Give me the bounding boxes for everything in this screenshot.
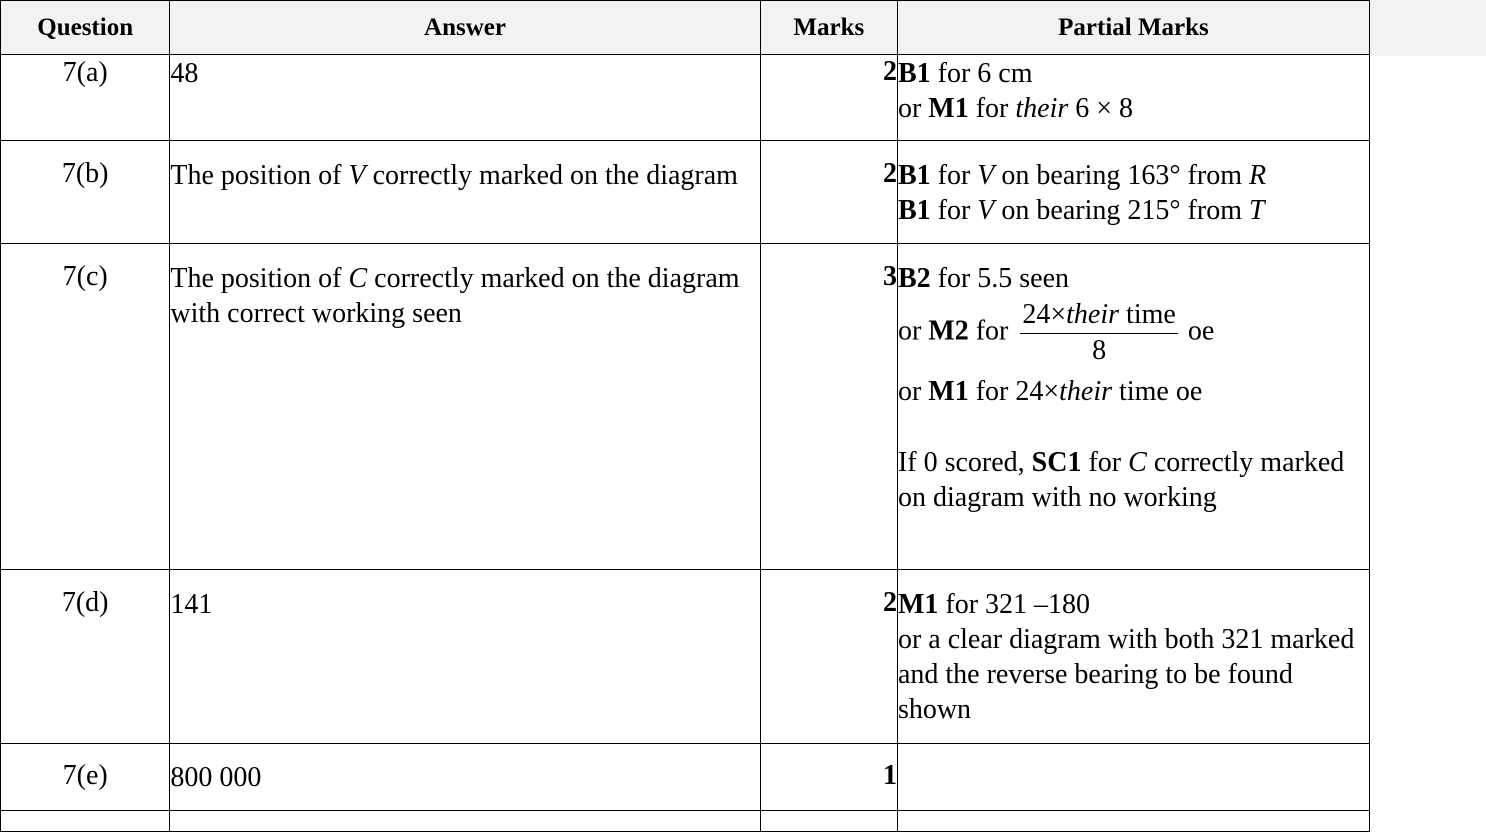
partial-text: time — [1119, 299, 1176, 330]
partial-text: for — [968, 315, 1009, 347]
mark-code: B1 — [897, 58, 931, 89]
table-row — [1, 141, 1370, 244]
question-number: 7(a) — [62, 57, 108, 88]
answer-cell — [170, 570, 760, 744]
partial-line — [898, 445, 1369, 515]
mark-code: B1 — [897, 160, 931, 191]
partial-line — [898, 261, 1369, 296]
mark-code: B1 — [897, 195, 931, 226]
table-row — [1, 811, 1370, 832]
partial-marks-cell — [897, 244, 1369, 570]
table-row — [1, 744, 1370, 811]
partial-italic: their — [1015, 93, 1069, 124]
answer-text: correctly marked on the diagram with correct working seen — [170, 263, 740, 329]
answer-cell — [170, 744, 760, 811]
partial-text: 6 × 8 — [1068, 93, 1134, 124]
partial-text: 24× — [1022, 299, 1067, 330]
partial-marks-cell — [897, 744, 1369, 811]
partial-marks-cell — [897, 141, 1369, 244]
partial-italic: R — [1248, 160, 1267, 191]
question-cell — [1, 244, 170, 570]
partial-text: for 6 cm — [930, 58, 1033, 89]
partial-text: for — [968, 93, 1016, 124]
marks-cell — [760, 570, 897, 744]
partial-text: correctly marked on diagram with no working — [897, 447, 1345, 513]
table-row — [1, 244, 1370, 570]
marks-cell — [760, 744, 897, 811]
partial-line — [898, 374, 1369, 409]
header-partial-marks: Partial Marks — [897, 1, 1369, 55]
answer-italic: V — [348, 160, 366, 191]
partial-line — [898, 300, 1369, 366]
partial-marks-cell — [897, 55, 1369, 141]
empty-cell — [760, 811, 897, 832]
marks-cell — [760, 244, 897, 570]
mark-code: M1 — [928, 376, 969, 407]
partial-line — [898, 193, 1369, 228]
partial-text: for — [930, 195, 978, 226]
partial-italic: V — [977, 160, 995, 191]
table-row — [1, 570, 1370, 744]
question-cell — [1, 570, 170, 744]
partial-text: 24× — [1015, 376, 1060, 407]
partial-text: for 5.5 seen — [930, 263, 1070, 294]
marks-cell — [760, 55, 897, 141]
answer-cell — [170, 141, 760, 244]
partial-italic: their — [1059, 376, 1113, 407]
partial-italic: T — [1248, 195, 1265, 226]
table-row — [1, 55, 1370, 141]
header-background-extension — [1370, 0, 1486, 56]
answer-text: 800 000 — [170, 762, 262, 793]
marks-value: 1 — [882, 760, 897, 791]
partial-text: for 321 –180 — [938, 589, 1091, 620]
partial-line — [898, 158, 1369, 193]
partial-text: for — [930, 160, 978, 191]
answer-text: The position of — [170, 160, 349, 191]
marks-value: 3 — [882, 261, 897, 292]
mark-code: M1 — [928, 93, 969, 124]
answer-italic: C — [348, 263, 368, 294]
marks-value: 2 — [882, 158, 897, 189]
mark-code: SC1 — [1031, 447, 1082, 478]
partial-text: oe — [1168, 376, 1203, 407]
empty-cell — [897, 811, 1369, 832]
partial-italic: their — [1066, 299, 1120, 330]
question-number: 7(b) — [61, 158, 109, 189]
partial-text: on bearing 215° from — [994, 195, 1249, 226]
answer-text: 141 — [170, 589, 213, 620]
question-cell — [1, 141, 170, 244]
partial-text: or — [897, 376, 929, 407]
partial-text: oe — [1187, 315, 1215, 347]
spacer — [898, 409, 1369, 445]
partial-line — [898, 587, 1369, 622]
marks-value: 2 — [882, 587, 897, 618]
partial-text: on bearing 163° from — [994, 160, 1249, 191]
answer-text: correctly marked on the diagram — [365, 160, 738, 191]
partial-marks-cell — [897, 570, 1369, 744]
marks-cell — [760, 141, 897, 244]
partial-text: or — [897, 315, 929, 347]
partial-text: or — [897, 93, 929, 124]
mark-code: B2 — [897, 263, 931, 294]
mark-code: M2 — [928, 315, 969, 347]
partial-italic: C — [1128, 447, 1147, 478]
header-marks: Marks — [760, 1, 897, 55]
empty-cell — [1, 811, 170, 832]
question-number: 7(c) — [62, 261, 108, 292]
table-header-row — [1, 1, 1370, 55]
question-number: 7(e) — [62, 760, 108, 791]
partial-line — [898, 56, 1369, 91]
empty-cell — [170, 811, 760, 832]
partial-line — [898, 91, 1369, 126]
header-question: Question — [1, 1, 170, 55]
answer-text: The position of — [170, 263, 349, 294]
answer-cell — [170, 244, 760, 570]
question-cell — [1, 55, 170, 141]
fraction-numerator — [1020, 300, 1177, 334]
partial-text: for — [1081, 447, 1129, 478]
partial-line: or a clear diagram with both 321 marked and the reverse bearing to be found shown — [897, 624, 1355, 725]
partial-text: time — [1112, 376, 1169, 407]
partial-italic: V — [977, 195, 995, 226]
question-number: 7(d) — [61, 587, 109, 618]
fraction — [1020, 300, 1177, 366]
partial-text: If 0 scored, — [897, 447, 1032, 478]
answer-cell — [170, 55, 760, 141]
header-answer: Answer — [170, 1, 760, 55]
fraction-denominator: 8 — [1092, 335, 1107, 366]
marks-value: 2 — [882, 56, 897, 87]
mark-code: M1 — [897, 589, 939, 620]
answer-text: 48 — [170, 58, 199, 89]
partial-text: for — [968, 376, 1016, 407]
question-cell — [1, 744, 170, 811]
